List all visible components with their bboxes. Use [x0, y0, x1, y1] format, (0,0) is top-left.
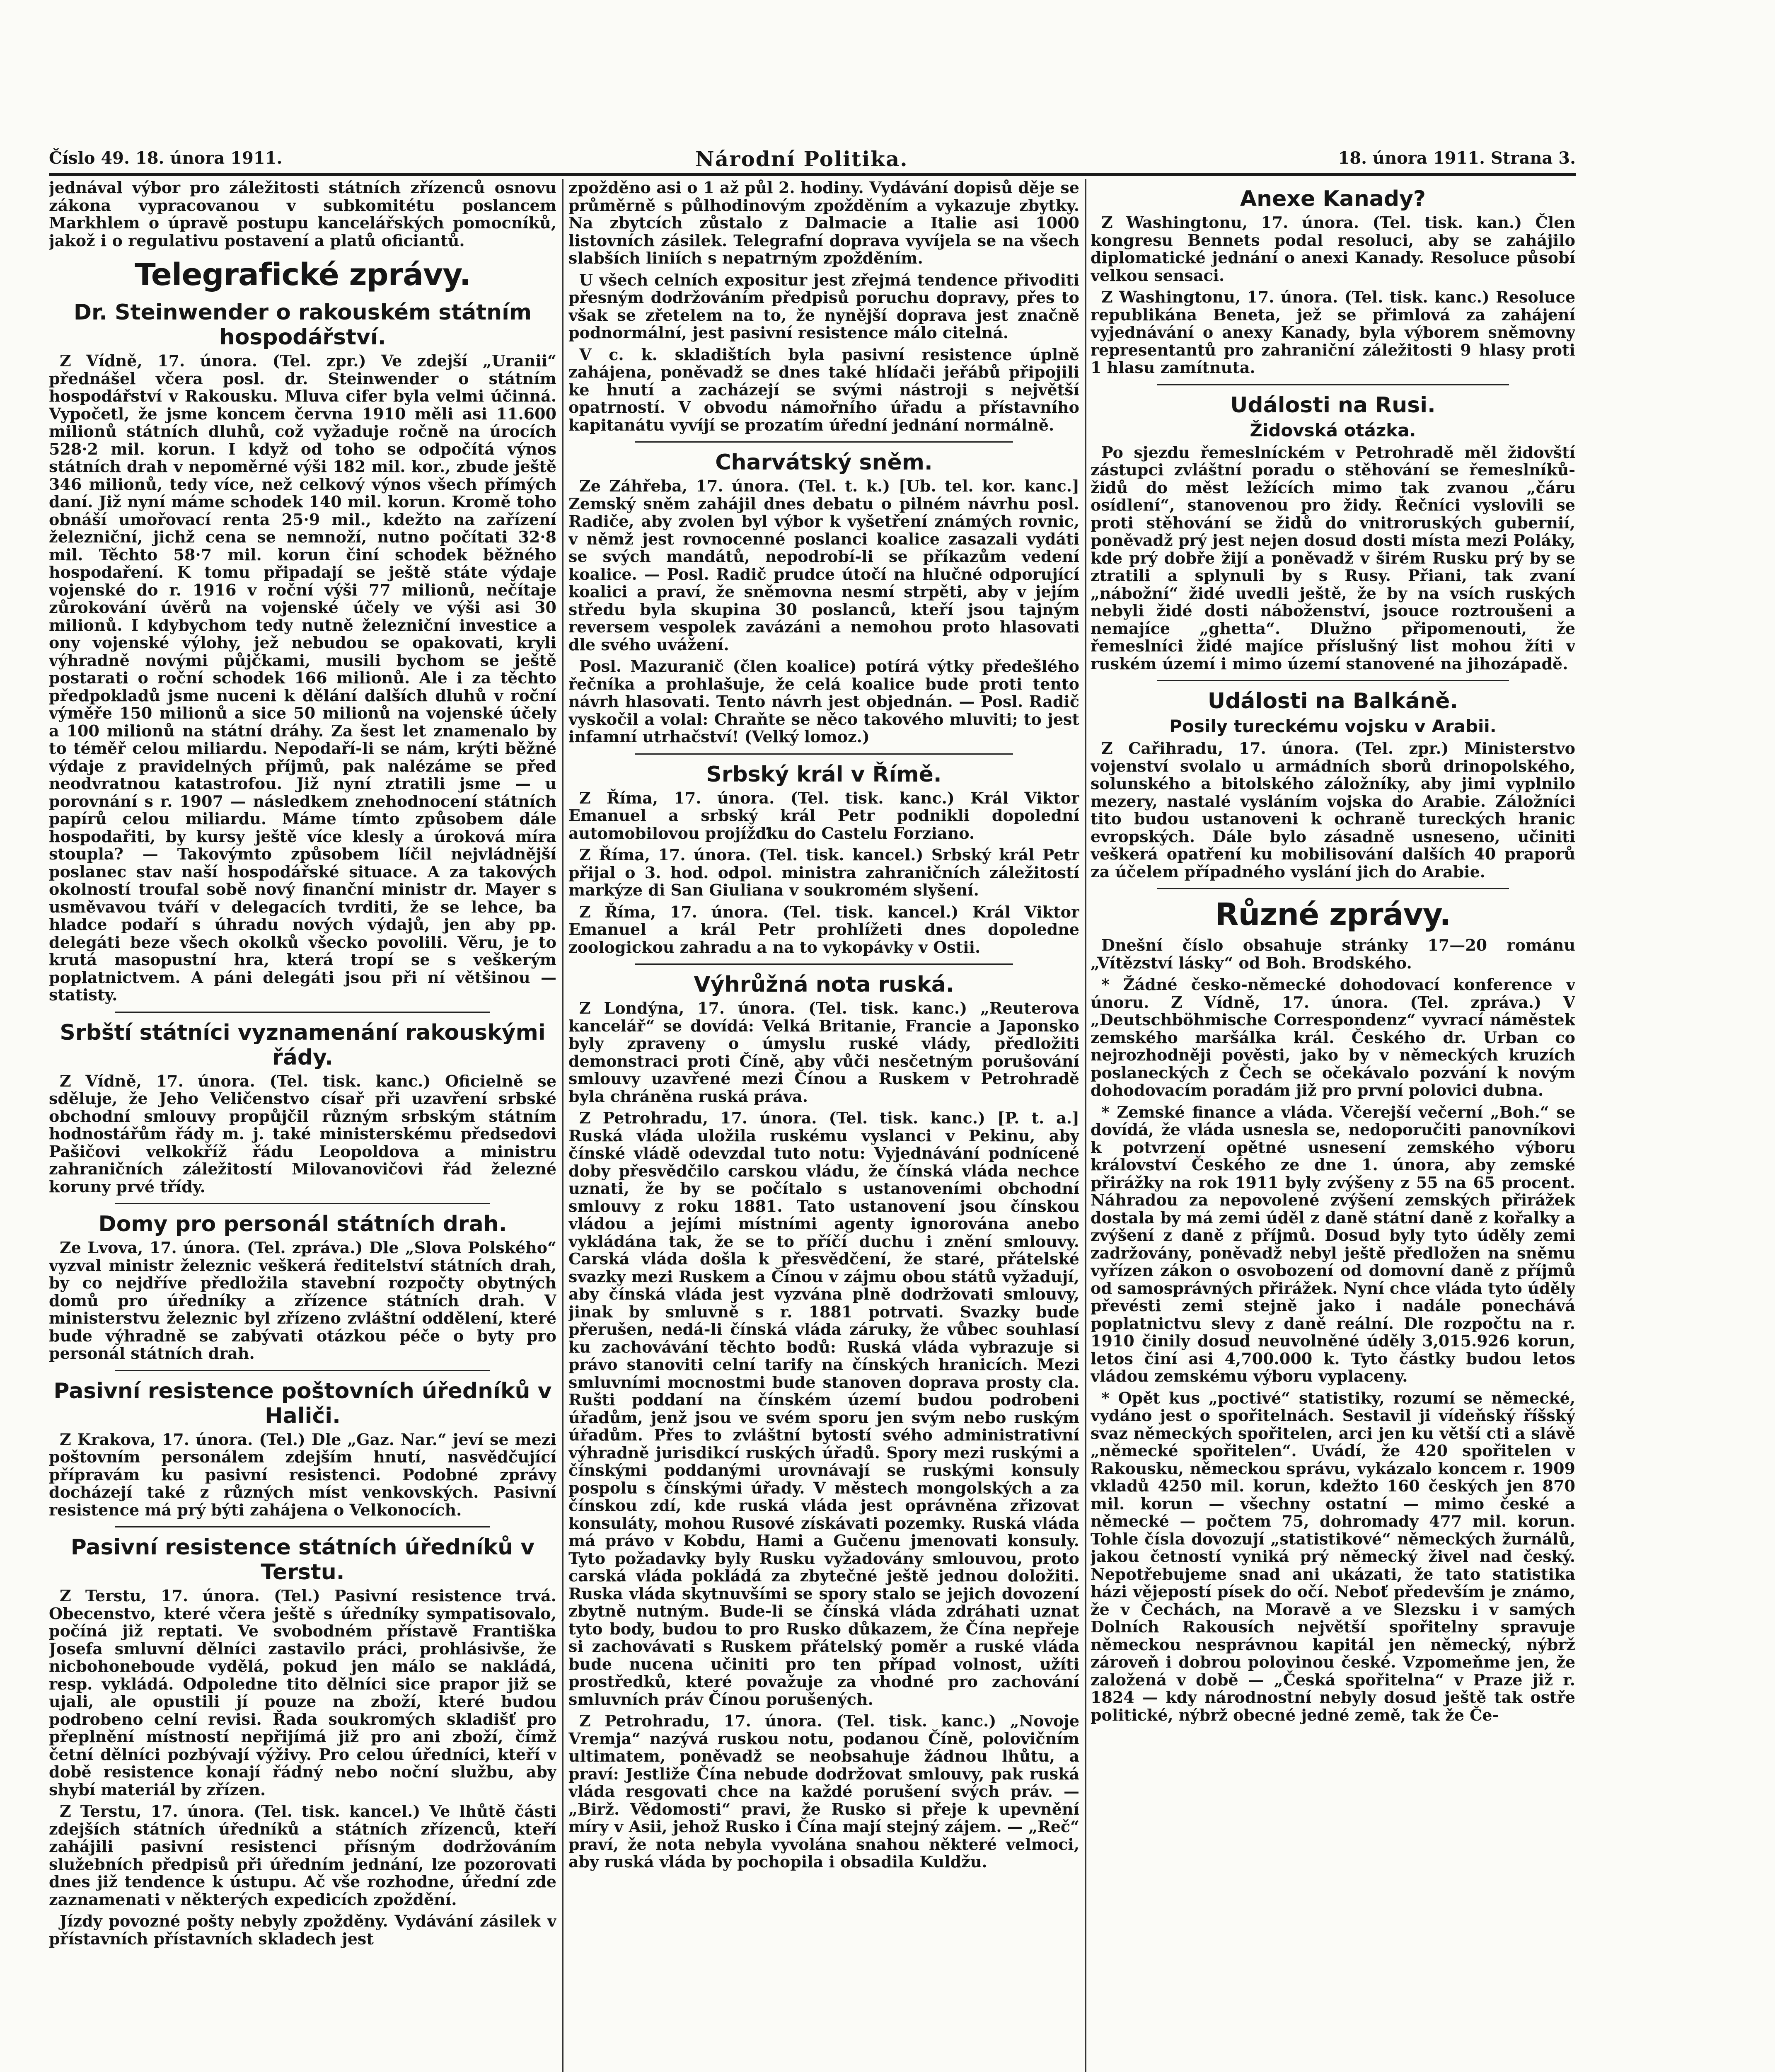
article-paragraph: zpožděno asi o 1 až půl 2. hodiny. Vydávání dopisů děje se průměrně s půlhodinovým zpožděním a vykazuje zbytky. Na zbytcích zůstalo z Dalmacie a Italie asi 1000 listovních zásilek. Telegrafní doprava vyvíjela se na všech slabších liniích s nepatrným zpožděním.: [568, 179, 1079, 267]
column-1: [49, 179, 556, 2072]
article-paragraph: Z Terstu, 17. února. (Tel. tisk. kancel.) Ve lhůtě části zdejších státních úředníků a státních zřízenců, kteří zahájili pasivní resistenci přísným dodržováním služebních předpisů při úředním jednání, lze pozorovati dnes již tendence k ústupu. Ač vše rozhodne, úřední zde zaznamenati v některých expedicích zpoždění.: [49, 1802, 556, 1909]
masthead: [49, 148, 1576, 175]
column-rule-2: [1085, 179, 1086, 2072]
article-paragraph: Jízdy povozné pošty nebyly zpožděny. Vydávání zásilek v přístavních přístavních skladech jest: [49, 1912, 556, 1948]
article-paragraph: * Žádné česko-německé dohodovací konference v únoru. Z Vídně, 17. února. (Tel. zpráva.) V „Deutschböhmische Correspondenz“ vyvrací náměstek zemského maršálka král. Českého dr. Urban co nejrozhodněji pověsti, jako by v německých kruzích poslaneckých z Čech se očekávalo pozvání k novým dohodovacím poradám již pro první polovici dubna.: [1091, 975, 1575, 1099]
divider: [635, 753, 1013, 755]
article-title-russian-note: Výhrůžná nota ruská.: [694, 972, 954, 997]
article-paragraph: Z Říma, 17. února. (Tel. tisk. kancel.) Srbský král Petr přijal o 3. hod. odpol. ministra zahraničních záležitostí markýze di San Giuliana v soukromém slyšení.: [568, 845, 1079, 899]
article-paragraph: Z Petrohradu, 17. února. (Tel. tisk. kanc.) [P. t. a.] Ruská vláda uložila ruskému vyslanci v Pekinu, aby čínské vládě odevzdal tuto notu: Vyjednávání podnícené doby přesvědčilo carskou vládu, že čínská vláda nechce uznati, že by se počítalo s ustanoveními obchodní smlouvy z roku 1881. Tato ustanovení jsou čínskou vládou a jejími místními agenty ignorována anebo vykládána tak, že se to příčí duchu i znění smlouvy. Carská vláda došla k přesvědčení, že staré, přátelské svazky mezi Ruskem a Čínou v zájmu obou států vyžadují, aby čínská vláda jest vyzvána plně dodržovati smlouvy, jinak by smluvně s r. 1881 potrvati. Svazky bude přerušen, nedá-li čínská vláda záruky, že vůbec souhlasí ku zachovávání těchto bodů: Ruská vláda vybrazuje si právo stanoviti celní tarify na čínských hranicích. Mezi smluvními mocnostmi bude stanoven doprava prosty cla. Rušti poddaní na čínském území budou podrobeni úřadům, jenž jsou ve svém sporu jen svým nebo ruským úřadům. Přes to zvláštní bytostí svého administrativní výhradně jurisdikcí ruských úřadů. Spory mezi ruskými a čínskými poddanými urovnávají se ruskými konsuly pospolu s čínskými úřady. V městech mongolských a za čínskou zdí, kde ruská vláda jest oprávněna zřizovat konsuláty, mohou Rusové získávati pozemky. Ruská vláda má právo v Kobdu, Hami a Gučenu jmenovati konsuly. Tyto požadavky byly Rusku vyžadovány smlouvou, proto carská vláda pokládá za zbytečné ještě jednou doložiti. Ruska vláda skytnuvšími se spory stalo se jejich dovození zbytně nutným. Bude-li se čínská vláda zdráhati uznat tyto body, budou to pro Rusko důkazem, že Čína nepřeje si zachovávati s Ruskem přátelský poměr a ruské vláda bude nucena učiniti pro ten případ volnost, užíti prostředků, které považuje za vhodné pro zachování smluvních práv Čínou porušených.: [568, 1109, 1079, 1709]
divider: [115, 1370, 490, 1371]
article-paragraph: * Zemské finance a vláda. Včerejší večerní „Boh.“ se dovídá, že vláda usnesla se, nedoporučiti panovníkovi k potvrzení opětné usnesení zemského výboru království Českého ze dne 1. února, aby zemské přirážky na rok 1911 byly zvýšeny z 55 na 65 procent. Náhradou za nepovolené zvýšení zemských přirážek dostala by má zemi úděl z daně státní daně z kořalky a zvýšení z daně z příjmů. Dosud byly tyto úděly zemi zadržovány, poněvadž nebyl ještě předložen na sněmu vyřízen zákon o osvobození od domovní daně z příjmů od samosprávných přirážek. Nyní chce vláda tyto úděly převésti zemi stejně jako i nadále ponechává poplatnictvu slevy z daně reální. Dle rozpočtu na r. 1910 činily dosud neuvolněné úděly 3,015.926 korun, letos činí asi 4,700.000 k. Tyto částky budou letos vládou zemskému výboru vyplaceny.: [1091, 1102, 1575, 1385]
article-paragraph: Po sjezdu řemeslníckém v Petrohradě měl židovští zástupci zvláštní poradu o stěhování se řemeslníků-židů do měst ležících mimo tak zvanou „čáru osídlení“, stanovenou pro židy. Řečníci vyslovili se proti stěhování se židů do vnitroruských gubernií, poněvadž prý jest nejen dosud dosti místa mezi Poláky, kde prý dobře žijí a poněvadž v širém Rusku prý by se ztratili a splynuli by s Rusy. Přiani, tak zvaní „nábožní“ židé uvedli ještě, že by na vsích ruských nebyli židé dosti náboženství, jsouce roztroušeni a nemajíce „ghetta“. Dlužno připomenouti, že řemeslníci židé majíce příslušný list mohou žíti v ruském území i mimo území stanovené na jihozápadě.: [1091, 443, 1575, 673]
divider: [115, 1526, 490, 1527]
article-title-canada: Anexe Kanady?: [1240, 186, 1426, 211]
article-paragraph: Z Petrohradu, 17. února. (Tel. tisk. kanc.) „Novoje Vremja“ nazývá ruskou notu, podanou Číně, polovičním ultimatem, poněvadž se neobsahuje žádnou lhůtu, a praví: Jestliže Čína nebude dodržovat smlouvy, pak ruská vláda resgovati chce na každé porušení svých práv. — „Birž. Vědomosti“ pravi, že Rusko si přeje k upevnění míry v Asii, jehož Rusko i Čína mají stejný zájem. — „Reč“ praví, že nota nebyla vyvolána snahou některé velmoci, aby ruská vláda by pochopila i obsadila Kuldžu.: [568, 1711, 1079, 1871]
article-paragraph: Z Říma, 17. února. (Tel. tisk. kanc.) Král Viktor Emanuel a srbský král Petr podnikli dopolední automobilovou projížďku do Castelu Forziano.: [568, 788, 1079, 842]
article-paragraph: Z Říma, 17. února. (Tel. tisk. kancel.) Král Viktor Emanuel a král Petr prohlížeti dnes dopoledne zoologickou zahradu a na to vykopávky v Ostii.: [568, 902, 1079, 956]
article-title-serbian-orders: Srbští státníci vyznamenání rakouskými řády.: [60, 1020, 546, 1070]
column-rule-1: [562, 179, 563, 2072]
article-title-russia: Události na Rusi.: [1230, 392, 1436, 418]
article-paragraph: Z Vídně, 17. února. (Tel. zpr.) Ve zdejší „Uranii“ přednášel včera posl. dr. Steinwender o státním hospodářství v Rakousku. Mluva cifer byla velmi účinná. Vypočetl, že jsme koncem června 1910 měli asi 11.600 milionů státních dluhů, což vyžaduje ročně na úrocích 528·2 mil. korun. I když od toho se odpočítá výnos státních drah v nepoměrné výši 182 mil. kor., zbude ještě 346 milionů, tedy více, než celkový výnos všech přímých daní. Již nyní máme schodek 140 mil. korun. Kromě toho obnáší umořovací renta 25·9 mil., kdežto na zařízení železniční, jichž cena se nemnoží, nutno počítati 32·8 mil. Těchto 58·7 mil. korun činí schodek běžného hospodaření. K tomu připadají se ještě státe výdaje vojenské do r. 1916 v roční výši 77 milionů, nečítaje zůrokování úvěrů na vojenské účely ve výši asi 30 milionů. I kdybychom tedy nutně železniční investice a ony vojenské výlohy, jež nebudou se opakovati, kryli výhradně novými půjčkami, musili bychom se ještě postarati o roční schodek 166 milionů. Ale i za těchto předpokladů jsme nuceni k dělání dalších dluhů v roční výměře 150 milionů a sice 50 milionů na vojenské účely a 100 milionů na státní dráhy. Za šest let znamenalo by to téměř celou miliardu. Nepodaří-li se nám, krýti běžné výdaje z pravidelných příjmů, pak nalézáme se před neodvratnou katastrofou. Již nyní ztratili jsme — u porovnání s r. 1907 — následkem znehodnocení státních papírů celou miliardu. Máme tímto způsobem dále hospodařiti, by kursy ještě více klesly a úroková míra stoupla? — Takovýmto způsobem líčil nejvládnější poslanec stav naší hospodářské situace. A za takových okolností troufal sobě nový finanční ministr dr. Mayer s usměvavou tváří v delegacích tvrditi, že se lehce, ba hladce podaří s úhradu nových výdajů, jen aby pp. delegáti beze všech okolků všecko povolili. Věru, je to krutá masopustní hra, která tropí se s veškerým poplatnictvem. A páni delegáti jsou při ní většinou — statisty.: [49, 351, 556, 1004]
article-paragraph: Dnešní číslo obsahuje stránky 17—20 románu „Vítězství lásky“ od Boh. Brodského.: [1091, 936, 1575, 972]
divider: [1157, 888, 1509, 889]
intro-paragraph: jednával výbor pro záležitosti státních zřízenců osnovu zákona vypracovanou v subkomitétu poslancem Markhlem o úpravě postupu kancelářských pomocníků, jakož i o regulativu postavení a platů oficiantů.: [49, 179, 556, 250]
issue-number: Číslo 49. 18. února 1911.: [49, 148, 283, 168]
newspaper-title: Národní Politika.: [695, 147, 908, 171]
divider: [115, 1012, 490, 1013]
article-paragraph: * Opět kus „poctivé“ statistiky, rozumí se německé, vydáno jest o spořitelnách. Sestavil ji vídeňský říšský svaz německých spořitelen, arci jen ku větší cti a slávě „německé spořitelen“. Uvádí, že 420 spořitelen v Rakousku, německou správu, vykázalo koncem r. 1909 vkladů 4250 mil. korun, kdežto 160 českých jen 870 mil. korun — všechny ostatní — mimo české a německé — počtem 75, dohromady 477 mil. korun. Tohle čísla dovozují „statistikové“ německých žurnálů, jakou četností vyniká prý německý živel nad český. Nepotřebujeme snad ani ukázati, že tato statistika házi vějepostí písek do očí. Neboť především je známo, že v Čechách, na Moravě a ve Slezsku i v samých Dolních Rakousích největší spořitelny spravuje německou nesprávnou kapitál jen německý, nýbrž zároveň i dobrou polovinou české. Vzpomeňme jen, že založená v době — „Česká spořitelna“ v Praze již r. 1824 — kdy národnostní nebyly dosud ještě tak ostře politické, nýbrž obecné jedné země, tak že Če-: [1091, 1388, 1575, 1724]
article-title-trieste: Pasivní resistence státních úředníků v Terstu.: [70, 1535, 535, 1585]
divider: [635, 441, 1013, 443]
article-paragraph: U všech celních expositur jest zřejmá tendence přivoditi přesným dodržováním předpisů poruchu dopravy, přes to však se zřetelem na to, že nynější doprava jest značně podnormální, jest pasivní resistence málo citelná.: [568, 270, 1079, 342]
divider: [1157, 680, 1509, 681]
article-subtitle: Posily tureckému vojsku v Arabii.: [1169, 716, 1497, 736]
divider: [1157, 384, 1509, 385]
article-subtitle: Židovská otázka.: [1250, 420, 1416, 441]
article-title-serbian-king: Srbský král v Římě.: [706, 762, 942, 787]
masthead-rule: [49, 173, 1576, 176]
article-paragraph: Z Londýna, 17. února. (Tel. tisk. kanc.) „Reuterova kancelář“ se dovídá: Velká Britanie, Francie a Japonsko byly zpraveny o úmyslu ruské vlády, předložiti demonstraci proti Číně, aby vůči nesčetným porušování smlouvy uzavřené mezi Čínou a Ruskem v Petrohradě byla chráněna ruská práva.: [568, 999, 1079, 1106]
section-title-misc: Různé zprávy.: [1215, 897, 1451, 932]
article-title-balkans: Události na Balkáně.: [1207, 689, 1458, 714]
date-page: 18. února 1911. Strana 3.: [1338, 148, 1576, 168]
article-paragraph: V c. k. skladištích byla pasivní resistence úplně zahájena, poněvadž se dnes také hlídači jeřábů připojili ke hnutí a zacházejí se svými nástroji s největší opatrností. V obvodu námořního úřadu a přístavního kapitanátu vyvíjí se prozatím úřední jednání normálně.: [568, 345, 1079, 434]
section-title-telegraphic: Telegrafické zprávy.: [135, 257, 471, 293]
article-paragraph: Z Washingtonu, 17. února. (Tel. tisk. kan.) Člen kongresu Bennets podal resoluci, aby se zahájilo diplomatické jednání o anexi Kanady. Resoluce působí velkou sensaci.: [1091, 213, 1575, 285]
divider: [635, 963, 1013, 965]
column-3: [1091, 179, 1575, 2072]
divider: [115, 1203, 490, 1204]
article-title-galicia: Pasivní resistence poštovních úředníků v Haliči.: [53, 1378, 552, 1428]
article-paragraph: Z Krakova, 17. února. (Tel.) Dle „Gaz. Nar.“ jeví se mezi poštovním personálem zdejším hnutí, nasvědčující přípravám ku pasivní resistenci. Podobné zprávy docházejí také z různých míst venkovských. Pasivní resistence má prý býti zahájena o Velkonocích.: [49, 1430, 556, 1519]
article-paragraph: Z Vídně, 17. února. (Tel. tisk. kanc.) Oficielně se sděluje, že Jeho Veličenstvo císař při uzavření srbské obchodní smlouvy propůjčil různým srbským státním hodnostářům řády m. j. také ministerskému předsedovi Pašičovi velkokříž řádu Leopoldova a ministru zahraničních záležitostí Milovanovičovi řád železné koruny prvé třídy.: [49, 1071, 556, 1196]
article-title-croatian-diet: Charvátský sněm.: [715, 450, 933, 475]
article-paragraph: Z Washingtonu, 17. února. (Tel. tisk. kanc.) Resoluce republikána Beneta, jež se přimlová za zahájení vyjednávání o anexy Kanady, byla výborem sněmovny representantů pro zahraniční záležitosti 9 hlasy proti 1 hlasu zamítnuta.: [1091, 288, 1575, 377]
article-paragraph: Posl. Mazuranič (člen koalice) potírá výtky předešlého řečníka a prohlašuje, že celá koalice bude proti tento návrh hlasovati. Tento návrh jest objednán. — Posl. Radič vyskočil a volal: Chraňte se něco takového mluviti; to jest infamní utrhačství! (Velký lomoz.): [568, 657, 1079, 746]
article-paragraph: Ze Lvova, 17. února. (Tel. zpráva.) Dle „Slova Polského“ vyzval ministr železnic veškerá ředitelství státních drah, by co nejdříve předložila stavební rozpočty obytných domů pro úředníky a zřízence státních drah. V ministerstvu železnic byl zřízeno zvláštní oddělení, které bude výhradně se zabývati otázkou péče o byty pro personál státních drah.: [49, 1238, 556, 1363]
article-paragraph: Ze Záhřeba, 17. února. (Tel. t. k.) [Ub. tel. kor. kanc.] Zemský sněm zahájil dnes debatu o pilném návrhu posl. Radiče, aby zvolen byl výbor k vyšetření známých rovnic, v němž jest rovnocenné poslanci koalice zasazali vydáti se svých mandátů, nepodrobí-li se příkazům vedení koalice. — Posl. Radič prudce útočí na hlučné odporující koalici a praví, že sněmovna nesmí strpěti, aby v jejím středu byla skupina 30 poslanců, kteří jsou tajným reversem vespolek zavázáni a nemohou proto hlasovati dle svého uvážení.: [568, 477, 1079, 654]
article-title-steinwender: Dr. Steinwender o rakouském státním hospodářství.: [73, 300, 532, 350]
column-2: [568, 179, 1079, 2072]
article-title-railway-houses: Domy pro personál státních drah.: [98, 1212, 507, 1237]
article-paragraph: Z Cařihradu, 17. února. (Tel. zpr.) Ministerstvo vojenství svolalo u armádních sborů drinopolského, solunského a bitolského záložníky, aby jimi vyplnilo mezery, nastalé vysláním vojska do Arabie. Záložníci tito budou ustanoveni k ochraně tureckých hranic evropských. Dále bylo zásadně usneseno, učiniti veškerá opatření ku mobilisování dalších 40 praporů za účelem případného vyslání jich do Arabie.: [1091, 739, 1575, 881]
article-paragraph: Z Terstu, 17. února. (Tel.) Pasivní resistence trvá. Obecenstvo, které včera ještě s úředníky sympatisovalo, počíná již reptati. Ve svobodném přístavě Františka Josefa smluvní dělníci zastavilo práci, prohlásivše, že nicbohoneboude vydělá, pokud jen málo se nakládá, resp. vykládá. Odpoledne tito dělníci sice prapor již se ujali, ale opustili jí pouze na zboží, které budou podrobeno celní revisi. Řada soukromých skladišť pro přeplnění místností nepřijímá již pro ani zboží, čímž četní dělníci pozbývají výživy. Pro celou úředníci, kteří v době resistence konají řádný nebo noční službu, aby shybí materiál by zřízen.: [49, 1586, 556, 1799]
